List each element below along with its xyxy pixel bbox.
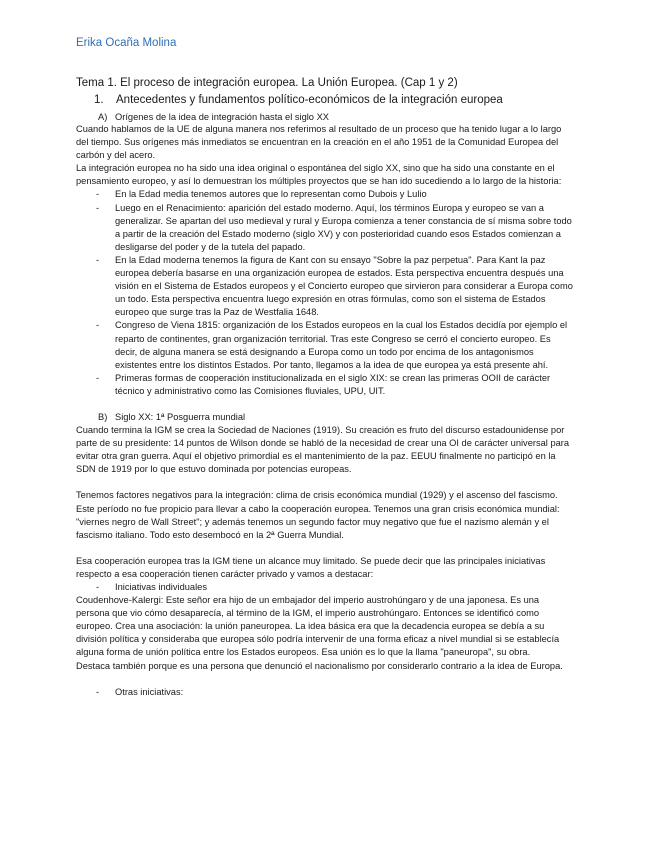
dash-bullet: - (96, 686, 100, 697)
list-item (76, 202, 574, 254)
subsection-a-heading (98, 112, 329, 122)
section-1-title: Antecedentes y fundamentos político-económicos de la integración europea (116, 94, 503, 106)
list-item-text: En la Edad moderna tenemos la figura de Kant con su ensayo "Sobre la paz perpetua". Para Kant la paz europea debería basarse en una organización europea de estados. Esta perspectiva encuentra después una visión en el Sistema de Estados europeos y el Concierto europeo que sirvieron para considerar a Europa como un todo. Esta perspectiva encuentra luego expresión en otras fórmulas, como son el sistema de Estados europeo que surge tras la Paz de Westfalia 1648. (115, 254, 573, 318)
list-item (76, 686, 574, 699)
list-item (76, 254, 574, 319)
intro-paragraph: Cuando hablamos de la UE de alguna manera nos referimos al resultado de un proceso que ha tenido lugar a lo largo del tiempo. Sus orígenes más inmediatos se encuentran en la creación en el año 1951 de la Comunidad Europea del carbón y del acero. (76, 124, 562, 161)
paragraph: Destaca también porque es una persona que denunció el nacionalismo por considerarlo contrario a la idea de Europa. (76, 660, 563, 671)
subsection-b-heading (76, 411, 574, 424)
subsection-b-title: Siglo XX: 1ª Posguerra mundial (115, 411, 246, 422)
list-item (76, 319, 574, 371)
list-item (76, 188, 574, 201)
subsection-a-title: Orígenes de la idea de integración hasta el siglo XX (115, 112, 329, 122)
paragraph: Cuando termina la IGM se crea la Sociedad de Naciones (1919). Su creación es fruto del discurso estadounidense por parte de su presidente: 14 puntos de Wilson donde se habló de la necesidad de crear una OI de carácter universal para evitar otra gran guerra. Aquí el objetivo primordial es el mantenimiento de la paz. EEUU finalmente no participó en la SDN de 1919 por lo que estuvo dominada por potencias europeas. (76, 425, 570, 475)
subsection-a-letter: A) (98, 112, 108, 122)
list-item (76, 372, 574, 398)
document-body (76, 123, 574, 699)
section-1-number: 1. (94, 94, 104, 106)
dash-bullet: - (96, 254, 100, 265)
list-item-text: Otras iniciativas: (115, 686, 184, 697)
topic-title: Tema 1. El proceso de integración europea. La Unión Europea. (Cap 1 y 2) (76, 77, 458, 89)
list-item-text: Primeras formas de cooperación institucionalizada en el siglo XIX: se crean las primeras OOII de carácter técnico y administrativo como las Comisiones fluviales, UPU, UIT. (115, 372, 551, 396)
dash-bullet: - (96, 189, 100, 200)
other-initiatives-list (76, 686, 574, 699)
section-1-heading (94, 94, 614, 106)
author-name: Erika Ocaña Molina (76, 37, 177, 49)
subsection-b-letter: B) (98, 411, 108, 422)
list-item-text: Luego en el Renacimiento: aparición del estado moderno. Aquí, los términos Europa y europeo se van a generalizar. Se apartan del uso medieval y rural y Europa comienza a tener constancia de sí misma sobre todo a partir de la creación del Estado moderno (siglo XV) y con posterioridad cuando esos Estados comienzan a desligarse del poder y de la tutela del papado. (115, 202, 572, 252)
list-item-text: En la Edad media tenemos autores que lo representan como Dubois y Lulio (115, 189, 427, 200)
dash-bullet: - (96, 582, 100, 592)
paragraph: Tenemos factores negativos para la integración: clima de crisis económica mundial (1929) y el ascenso del fascismo. Este período no fue propicio para llevar a cabo la cooperación europea. Tenemos una gran crisis económica mundial: "viernes negro de Wall Street"; y además tenemos un segundo factor muy negativo que fue el nazismo alemán y el fascismo italiano. Todo esto desembocó en la 2ª Guerra Mundial. (76, 490, 560, 540)
paragraph: Coudenhove-Kalergi: Este señor era hijo de un embajador del imperio austrohúngaro y de una japonesa. Es una persona que vio cómo desaparecía, al término de la IGM, el imperio austrohúngaro. Entonces se identificó como europeo. Crea una asociación: la unión paneuropea. La idea básica era que la decadencia europea se debía a su división política y consideraba que europea sólo podría intervenir de una forma eficaz a nivel mundial si se establecía alguna forma de unión política entre los Estados europeos. Esa unión es lo que la llama "paneuropa", su obra. (76, 595, 560, 658)
intro-paragraph: La integración europea no ha sido una idea original o espontánea del siglo XX, sino que ha sido una constante en el pensamiento europeo, y así lo demuestran los múltiples proyectos que se han ido sucediendo a lo largo de la historia: (76, 163, 562, 187)
paragraph: Esa cooperación europea tras la IGM tiene un alcance muy limitado. Se puede decir que las principales iniciativas respecto a esa cooperación tienen carácter privado y vamos a destacar: (76, 555, 546, 579)
list-item-text: Congreso de Viena 1815: organización de los Estados europeos en la cual los Estados decidía por ejemplo el reparto de continentes, gran organización territorial. Tras este Congreso se cerró el concierto europeo. Es decir, de alguna manera se está designando a Europa como un todo por encima de los antagonismos existentes entre los distintos Estados. Por tanto, llegamos a la idea de que europea ya está presente ahí. (115, 320, 568, 370)
initiatives-list (76, 581, 574, 594)
list-item (76, 581, 574, 594)
dash-bullet: - (96, 202, 100, 213)
dash-bullet: - (96, 320, 100, 331)
list-item-text: Iniciativas individuales (115, 582, 207, 592)
history-list (76, 188, 574, 398)
dash-bullet: - (96, 372, 100, 383)
